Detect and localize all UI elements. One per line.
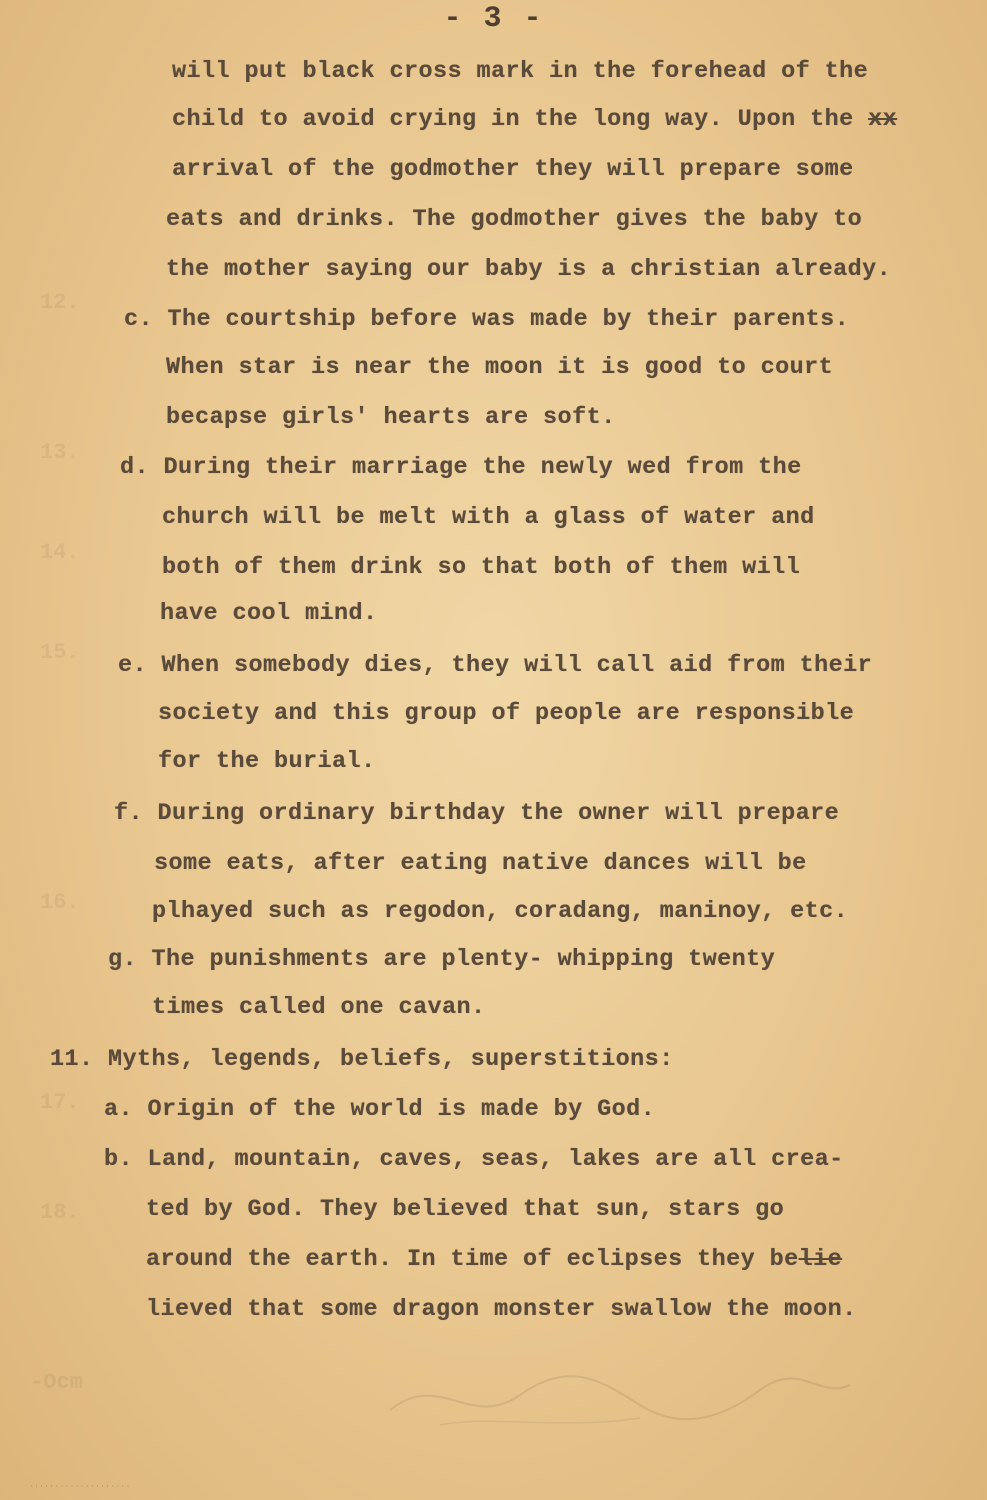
bleed-through-16: 16. [40,890,80,915]
list-item-e: e. When somebody dies, they will call aid from their [118,652,873,679]
text-line: have cool mind. [160,600,378,627]
section-heading-11: 11. Myths, legends, beliefs, superstitions: [50,1046,674,1073]
text-line: for the burial. [158,748,376,775]
text-line: some eats, after eating native dances will be [154,850,807,877]
text-line: times called one cavan. [152,994,486,1021]
bleed-through-15: 15. [40,640,80,665]
text-line: plhayed such as regodon, coradang, maninoy, etc. [152,898,849,925]
text-line: becapse girls' hearts are soft. [166,404,616,431]
archive-footer: · · · · · · · · · · · · · · · · · · · · [30,1482,130,1491]
bleed-through-14: 14. [40,540,80,565]
list-item-f: f. During ordinary birthday the owner will prepare [114,800,840,827]
text-line: When star is near the moon it is good to court [166,354,834,381]
bleed-through-18: 18. [40,1200,80,1225]
text-line: arrival of the godmother they will prepare some [172,156,854,183]
bleed-through-13: 13. [40,440,80,465]
text-line: will put black cross mark in the forehead of the [172,58,869,85]
text-line: lieved that some dragon monster swallow the moon. [146,1296,857,1323]
text-line: church will be melt with a glass of water and [162,504,815,531]
struck-text: lie [798,1246,843,1273]
page-number: - 3 - [443,2,544,36]
faint-signature-bleed [380,1360,860,1440]
list-item-a: a. Origin of the world is made by God. [104,1096,656,1123]
text-line: child to avoid crying in the long way. Upon the xx [172,106,898,133]
text-line: eats and drinks. The godmother gives the baby to [166,206,863,233]
list-item-d: d. During their marriage the newly wed from the [120,454,802,481]
list-item-c: c. The courtship before was made by their parents. [124,306,850,333]
text-line: around the earth. In time of eclipses they belie [146,1246,843,1273]
bleed-through-12: 12. [40,290,80,315]
bleed-through-ocm: -Ocm [30,1370,83,1395]
text-line: ted by God. They believed that sun, stars go [146,1196,785,1223]
struck-text: xx [868,106,898,133]
text-line: the mother saying our baby is a christian already. [166,256,892,283]
text-line: both of them drink so that both of them will [162,554,801,581]
list-item-b: b. Land, mountain, caves, seas, lakes are all crea- [104,1146,844,1173]
list-item-g: g. The punishments are plenty- whipping twenty [108,946,776,973]
text-line: society and this group of people are responsible [158,700,855,727]
bleed-through-17: 17. [40,1090,80,1115]
